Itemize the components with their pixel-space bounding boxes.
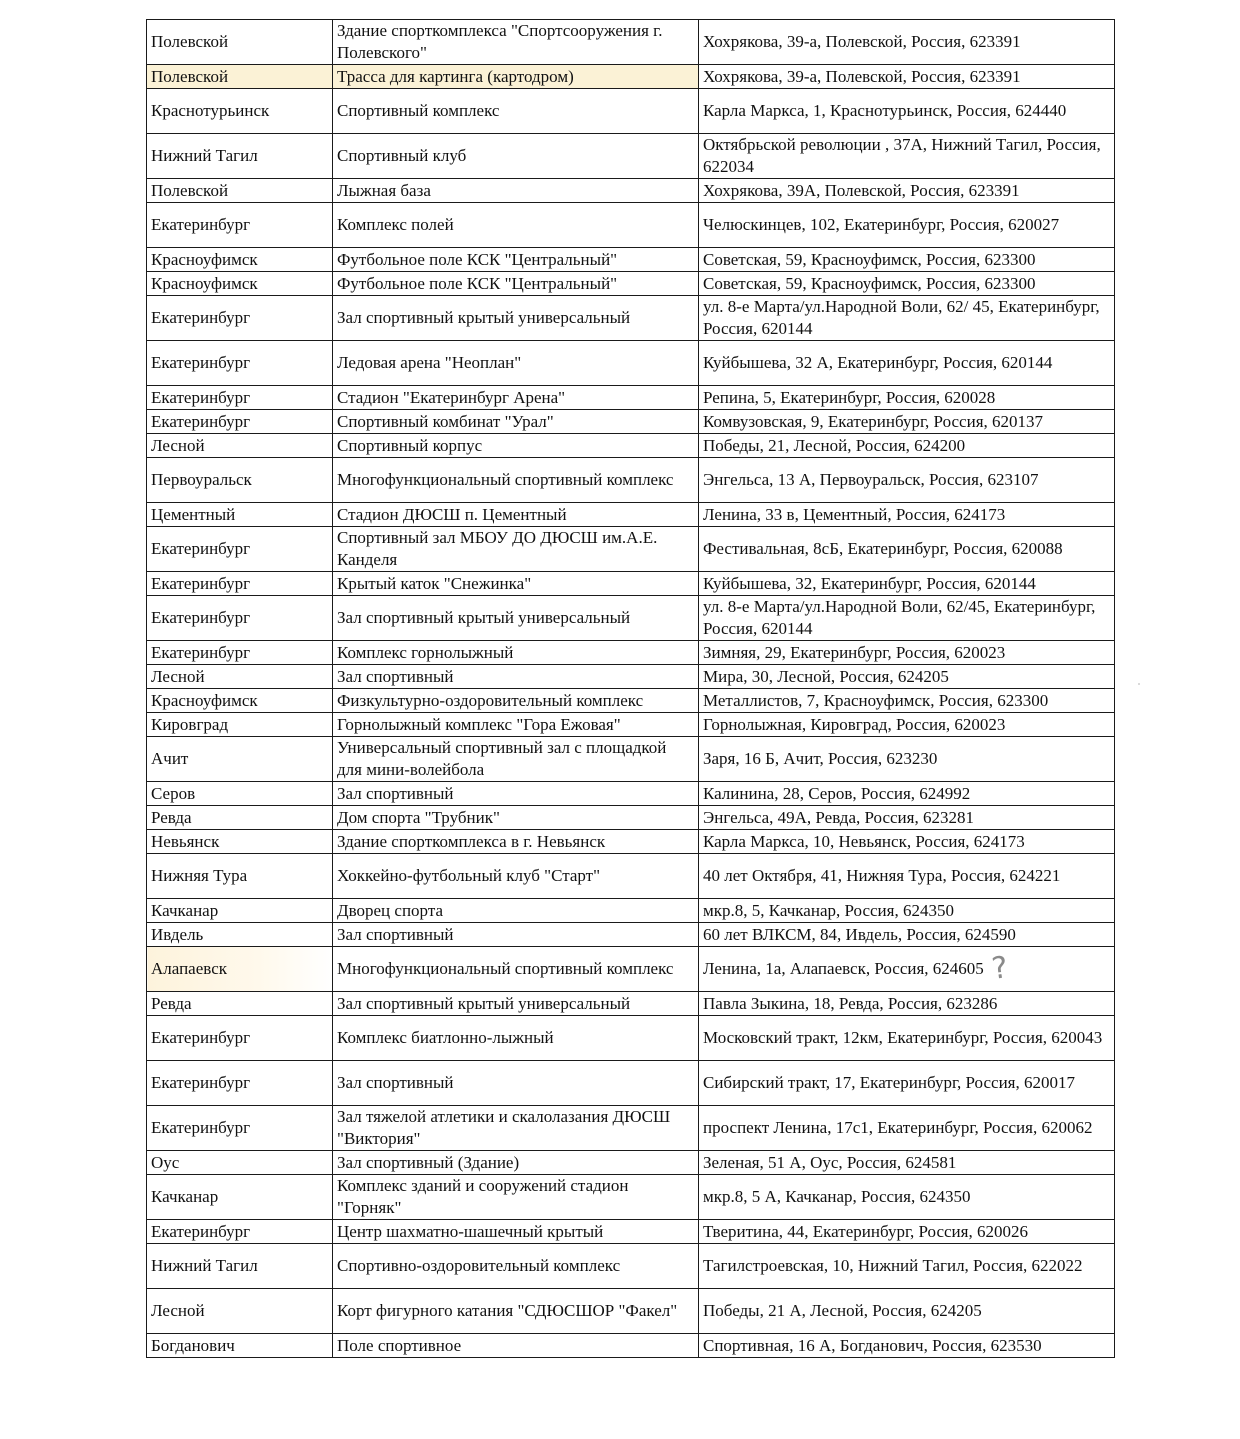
table-row <box>147 341 1115 386</box>
facility-name-cell-text: Поле спортивное <box>337 1335 462 1355</box>
address-cell <box>699 854 1115 899</box>
table-row <box>147 713 1115 737</box>
city-cell <box>147 1334 333 1358</box>
facility-name-cell-text: Зал спортивный крытый универсальный <box>337 993 631 1013</box>
city-cell <box>147 923 333 947</box>
table-row <box>147 641 1115 665</box>
table-row <box>147 20 1115 65</box>
city-cell <box>147 689 333 713</box>
address-cell-text: Спортивная, 16 А, Богданович, Россия, 623530 <box>703 1335 1042 1355</box>
facility-name-cell <box>333 203 699 248</box>
address-cell <box>699 179 1115 203</box>
city-cell-text: Алапаевск <box>151 959 228 978</box>
city-cell-text: Екатеринбург <box>151 539 251 558</box>
address-cell <box>699 203 1115 248</box>
city-cell-text: Екатеринбург <box>151 215 251 234</box>
facility-name-cell-text: Зал тяжелой атлетики и скалолазания ДЮСШ "Виктория" <box>337 1107 671 1148</box>
table-row <box>147 203 1115 248</box>
city-cell-text: Екатеринбург <box>151 573 251 593</box>
facility-name-cell <box>333 1061 699 1106</box>
city-cell-text: Лесной <box>151 435 205 455</box>
address-cell <box>699 1289 1115 1334</box>
facility-name-cell <box>333 458 699 503</box>
facility-name-cell <box>333 665 699 689</box>
address-cell-text: Победы, 21, Лесной, Россия, 624200 <box>703 435 966 455</box>
facility-name-cell <box>333 434 699 458</box>
address-cell-text: Победы, 21 А, Лесной, Россия, 624205 <box>703 1301 982 1320</box>
table-row <box>147 830 1115 854</box>
address-cell <box>699 641 1115 665</box>
facility-name-cell <box>333 1334 699 1358</box>
facility-name-cell <box>333 341 699 386</box>
facility-name-cell <box>333 410 699 434</box>
facility-name-cell-text: Спортивный комплекс <box>337 101 500 120</box>
city-cell <box>147 641 333 665</box>
city-cell <box>147 527 333 572</box>
table-row <box>147 1016 1115 1061</box>
address-cell-text: мкр.8, 5 А, Качканар, Россия, 624350 <box>703 1187 971 1206</box>
address-cell <box>699 992 1115 1016</box>
facility-name-cell <box>333 899 699 923</box>
address-cell-text: Зимняя, 29, Екатеринбург, Россия, 620023 <box>703 642 1006 662</box>
city-cell-text: Екатеринбург <box>151 308 251 327</box>
table-row <box>147 1220 1115 1244</box>
address-cell <box>699 737 1115 782</box>
address-cell <box>699 503 1115 527</box>
address-cell <box>699 65 1115 89</box>
facility-name-cell <box>333 854 699 899</box>
city-cell-text: Цементный <box>151 504 236 524</box>
address-cell-text: Заря, 16 Б, Ачит, Россия, 623230 <box>703 749 938 768</box>
address-cell <box>699 1334 1115 1358</box>
facility-name-cell-text: Комплекс биатлонно-лыжный <box>337 1028 554 1047</box>
facility-name-cell-text: Комплекс зданий и сооружений стадион "Горняк" <box>337 1176 629 1217</box>
city-cell-text: Первоуральск <box>151 470 252 489</box>
address-cell <box>699 572 1115 596</box>
table-row <box>147 1244 1115 1289</box>
address-cell-text: проспект Ленина, 17с1, Екатеринбург, Россия, 620062 <box>703 1118 1093 1137</box>
address-cell <box>699 272 1115 296</box>
city-cell <box>147 782 333 806</box>
address-cell <box>699 947 1115 992</box>
facility-name-cell-text: Футбольное поле КСК "Центральный" <box>337 249 618 269</box>
table-row <box>147 1289 1115 1334</box>
city-cell <box>147 179 333 203</box>
city-cell <box>147 665 333 689</box>
facility-name-cell-text: Ледовая арена "Неоплан" <box>337 353 522 372</box>
facility-name-cell <box>333 386 699 410</box>
city-cell-text: Красноуфимск <box>151 273 258 293</box>
city-cell-text: Ивдель <box>151 924 204 944</box>
facility-name-cell <box>333 89 699 134</box>
city-cell <box>147 1151 333 1175</box>
city-cell <box>147 248 333 272</box>
table-row <box>147 434 1115 458</box>
facility-name-cell-text: Лыжная база <box>337 180 431 200</box>
city-cell <box>147 806 333 830</box>
facility-name-cell <box>333 20 699 65</box>
city-cell-text: Красноуфимск <box>151 690 258 710</box>
city-cell-text: Ачит <box>151 749 189 768</box>
table-row <box>147 947 1115 992</box>
address-cell-text: Металлистов, 7, Красноуфимск, Россия, 623300 <box>703 690 1049 710</box>
facility-name-cell <box>333 572 699 596</box>
facility-name-cell <box>333 1106 699 1151</box>
table-row <box>147 689 1115 713</box>
city-cell <box>147 854 333 899</box>
facility-name-cell-text: Зал спортивный крытый универсальный <box>337 308 631 327</box>
address-cell <box>699 341 1115 386</box>
table-row <box>147 737 1115 782</box>
table-row <box>147 89 1115 134</box>
address-cell-text: Карла Маркса, 1, Краснотурьинск, Россия, 624440 <box>703 101 1067 120</box>
address-cell-text: Тагилстроевская, 10, Нижний Тагил, Россия, 622022 <box>703 1256 1083 1275</box>
table-row <box>147 410 1115 434</box>
address-cell-text: Горнолыжная, Кировград, Россия, 620023 <box>703 714 1006 734</box>
facilities-table-body <box>147 20 1115 1358</box>
table-row <box>147 899 1115 923</box>
address-cell-text: Энгельса, 49А, Ревда, Россия, 623281 <box>703 807 974 827</box>
table-row <box>147 806 1115 830</box>
city-cell-text: Екатеринбург <box>151 1073 251 1092</box>
address-cell-text: Советская, 59, Красноуфимск, Россия, 623300 <box>703 249 1036 269</box>
city-cell-text: Оус <box>151 1152 180 1172</box>
address-cell-text: Павла Зыкина, 18, Ревда, Россия, 623286 <box>703 993 998 1013</box>
address-cell-text: Мира, 30, Лесной, Россия, 624205 <box>703 666 949 686</box>
city-cell <box>147 434 333 458</box>
table-row <box>147 854 1115 899</box>
city-cell-text: Качканар <box>151 1187 219 1206</box>
table-row <box>147 572 1115 596</box>
facility-name-cell <box>333 947 699 992</box>
facility-name-cell <box>333 1220 699 1244</box>
address-cell-text: Хохрякова, 39А, Полевской, Россия, 623391 <box>703 180 1020 200</box>
facility-name-cell-text: Корт фигурного катания "СДЮСШОР "Факел" <box>337 1301 678 1320</box>
facility-name-cell <box>333 1289 699 1334</box>
table-row <box>147 248 1115 272</box>
facility-name-cell-text: Многофункциональный спортивный комплекс <box>337 470 674 489</box>
city-cell <box>147 296 333 341</box>
city-cell <box>147 596 333 641</box>
address-cell-text: Ленина, 33 в, Цементный, Россия, 624173 <box>703 504 1006 524</box>
city-cell <box>147 572 333 596</box>
address-cell <box>699 1016 1115 1061</box>
facility-name-cell <box>333 296 699 341</box>
city-cell <box>147 899 333 923</box>
city-cell-text: Кировград <box>151 714 229 734</box>
facility-name-cell-text: Спортивно-оздоровительный комплекс <box>337 1256 621 1275</box>
address-cell-text: Хохрякова, 39-а, Полевской, Россия, 623391 <box>703 66 1021 86</box>
city-cell-text: Серов <box>151 783 196 803</box>
city-cell-text: Екатеринбург <box>151 353 251 372</box>
city-cell <box>147 458 333 503</box>
facility-name-cell-text: Спортивный корпус <box>337 435 483 455</box>
facility-name-cell <box>333 503 699 527</box>
city-cell-text: Екатеринбург <box>151 608 251 627</box>
city-cell-text: Красноуфимск <box>151 249 258 269</box>
city-cell-text: Богданович <box>151 1335 235 1355</box>
address-cell-text: Репина, 5, Екатеринбург, Россия, 620028 <box>703 387 996 407</box>
city-cell <box>147 134 333 179</box>
address-cell <box>699 527 1115 572</box>
table-row <box>147 296 1115 341</box>
address-cell <box>699 1151 1115 1175</box>
facility-name-cell-text: Трасса для картинга (картодром) <box>337 66 574 86</box>
city-cell <box>147 737 333 782</box>
address-cell-text: Куйбышева, 32, Екатеринбург, Россия, 620144 <box>703 573 1036 593</box>
address-cell-text: 60 лет ВЛКСМ, 84, Ивдель, Россия, 624590 <box>703 924 1016 944</box>
table-row <box>147 65 1115 89</box>
facility-name-cell-text: Зал спортивный <box>337 924 454 944</box>
address-cell <box>699 689 1115 713</box>
table-row <box>147 386 1115 410</box>
facility-name-cell-text: Хоккейно-футбольный клуб "Старт" <box>337 866 601 885</box>
address-cell <box>699 830 1115 854</box>
city-cell <box>147 1016 333 1061</box>
facility-name-cell-text: Зал спортивный <box>337 1073 454 1092</box>
address-cell <box>699 899 1115 923</box>
address-cell <box>699 89 1115 134</box>
handwritten-question-mark: ? <box>989 950 1011 987</box>
city-cell <box>147 1106 333 1151</box>
address-cell-text: 40 лет Октября, 41, Нижняя Тура, Россия, 624221 <box>703 866 1061 885</box>
address-cell <box>699 386 1115 410</box>
document-page <box>146 19 1114 1358</box>
facility-name-cell <box>333 248 699 272</box>
table-row <box>147 1061 1115 1106</box>
facility-name-cell <box>333 782 699 806</box>
address-cell-text: Комвузовская, 9, Екатеринбург, Россия, 620137 <box>703 411 1044 431</box>
table-row <box>147 503 1115 527</box>
city-cell-text: Екатеринбург <box>151 1221 251 1241</box>
city-cell-text: Полевской <box>151 32 229 51</box>
city-cell <box>147 1289 333 1334</box>
facility-name-cell <box>333 596 699 641</box>
table-row <box>147 272 1115 296</box>
facility-name-cell <box>333 713 699 737</box>
facility-name-cell-text: Здание спорткомплекса "Спортсооружения г. Полевского" <box>337 21 663 62</box>
facility-name-cell <box>333 806 699 830</box>
address-cell <box>699 410 1115 434</box>
city-cell-text: Полевской <box>151 66 229 86</box>
city-cell-text: Невьянск <box>151 831 220 851</box>
address-cell <box>699 434 1115 458</box>
address-cell-text: ул. 8-е Марта/ул.Народной Воли, 62/45, Екатеринбург, Россия, 620144 <box>703 597 1096 638</box>
address-cell <box>699 1175 1115 1220</box>
city-cell <box>147 410 333 434</box>
facility-name-cell-text: Стадион ДЮСШ п. Цементный <box>337 504 567 524</box>
city-cell-text: Екатеринбург <box>151 642 251 662</box>
city-cell-text: Лесной <box>151 666 205 686</box>
city-cell <box>147 272 333 296</box>
address-cell-text: Зеленая, 51 А, Оус, Россия, 624581 <box>703 1152 957 1172</box>
facility-name-cell-text: Центр шахматно-шашечный крытый <box>337 1221 604 1241</box>
address-cell <box>699 665 1115 689</box>
address-cell <box>699 20 1115 65</box>
address-cell <box>699 1220 1115 1244</box>
city-cell-text: Полевской <box>151 180 229 200</box>
facility-name-cell <box>333 992 699 1016</box>
city-cell-text: Нижний Тагил <box>151 1256 258 1275</box>
city-cell <box>147 341 333 386</box>
city-cell-text: Екатеринбург <box>151 1028 251 1047</box>
city-cell <box>147 713 333 737</box>
city-cell <box>147 65 333 89</box>
city-cell <box>147 830 333 854</box>
city-cell <box>147 89 333 134</box>
city-cell <box>147 503 333 527</box>
city-cell-text: Ревда <box>151 807 192 827</box>
city-cell <box>147 386 333 410</box>
address-cell-text: Советская, 59, Красноуфимск, Россия, 623300 <box>703 273 1036 293</box>
address-cell <box>699 806 1115 830</box>
facility-name-cell-text: Спортивный комбинат "Урал" <box>337 411 554 431</box>
facility-name-cell-text: Комплекс горнолыжный <box>337 642 514 662</box>
address-cell-text: Хохрякова, 39-а, Полевской, Россия, 623391 <box>703 32 1021 51</box>
facility-name-cell-text: Спортивный клуб <box>337 146 467 165</box>
table-row <box>147 179 1115 203</box>
table-row <box>147 1106 1115 1151</box>
address-cell <box>699 458 1115 503</box>
facility-name-cell-text: Здание спорткомплекса в г. Невьянск <box>337 831 606 851</box>
city-cell-text: Качканар <box>151 900 219 920</box>
address-cell-text: Тверитина, 44, Екатеринбург, Россия, 620026 <box>703 1221 1028 1241</box>
address-cell-text: Фестивальная, 8сБ, Екатеринбург, Россия, 620088 <box>703 539 1063 558</box>
facility-name-cell-text: Горнолыжный комплекс "Гора Ежовая" <box>337 714 621 734</box>
facility-name-cell-text: Футбольное поле КСК "Центральный" <box>337 273 618 293</box>
facility-name-cell-text: Комплекс полей <box>337 215 454 234</box>
address-cell <box>699 1061 1115 1106</box>
facility-name-cell-text: Универсальный спортивный зал с площадкой для мини-волейбола <box>337 738 667 779</box>
address-cell <box>699 923 1115 947</box>
address-cell-text: Московский тракт, 12км, Екатеринбург, Россия, 620043 <box>703 1028 1103 1047</box>
facility-name-cell <box>333 134 699 179</box>
table-row <box>147 527 1115 572</box>
city-cell-text: Краснотурьинск <box>151 101 270 120</box>
facility-name-cell-text: Крытый каток "Снежинка" <box>337 573 532 593</box>
city-cell-text: Екатеринбург <box>151 387 251 407</box>
address-cell <box>699 782 1115 806</box>
facility-name-cell-text: Зал спортивный <box>337 666 454 686</box>
table-row <box>147 1175 1115 1220</box>
table-row <box>147 782 1115 806</box>
city-cell-text: Нижний Тагил <box>151 146 258 165</box>
city-cell-text: Ревда <box>151 993 192 1013</box>
address-cell-text: Сибирский тракт, 17, Екатеринбург, Россия, 620017 <box>703 1073 1075 1092</box>
facility-name-cell <box>333 1151 699 1175</box>
facility-name-cell-text: Многофункциональный спортивный комплекс <box>337 959 674 978</box>
address-cell-text: Куйбышева, 32 А, Екатеринбург, Россия, 620144 <box>703 353 1053 372</box>
city-cell <box>147 1244 333 1289</box>
address-cell <box>699 596 1115 641</box>
facility-name-cell <box>333 830 699 854</box>
address-cell-text: Челюскинцев, 102, Екатеринбург, Россия, 620027 <box>703 215 1060 234</box>
table-row <box>147 992 1115 1016</box>
address-cell-text: Энгельса, 13 А, Первоуральск, Россия, 623107 <box>703 470 1039 489</box>
city-cell <box>147 1220 333 1244</box>
address-cell <box>699 296 1115 341</box>
facility-name-cell <box>333 527 699 572</box>
address-cell <box>699 713 1115 737</box>
facility-name-cell <box>333 641 699 665</box>
address-cell-text: ул. 8-е Марта/ул.Народной Воли, 62/ 45, Екатеринбург, Россия, 620144 <box>703 297 1100 338</box>
address-cell-text: Карла Маркса, 10, Невьянск, Россия, 624173 <box>703 831 1025 851</box>
facility-name-cell <box>333 923 699 947</box>
table-row <box>147 1334 1115 1358</box>
facility-name-cell-text: Зал спортивный (Здание) <box>337 1152 520 1172</box>
table-row <box>147 458 1115 503</box>
facility-name-cell <box>333 689 699 713</box>
city-cell <box>147 992 333 1016</box>
facility-name-cell <box>333 1175 699 1220</box>
address-cell-text: Октябрьской революции , 37А, Нижний Тагил, Россия, 622034 <box>703 135 1101 176</box>
city-cell <box>147 947 333 992</box>
facility-name-cell-text: Спортивный зал МБОУ ДО ДЮСШ им.А.Е. Канделя <box>337 528 658 569</box>
table-row <box>147 596 1115 641</box>
facility-name-cell-text: Дом спорта "Трубник" <box>337 807 500 827</box>
address-cell <box>699 248 1115 272</box>
facility-name-cell <box>333 737 699 782</box>
table-row <box>147 1151 1115 1175</box>
city-cell <box>147 20 333 65</box>
facility-name-cell <box>333 65 699 89</box>
city-cell-text: Нижняя Тура <box>151 866 248 885</box>
table-row <box>147 134 1115 179</box>
city-cell-text: Екатеринбург <box>151 1118 251 1137</box>
facility-name-cell <box>333 179 699 203</box>
facility-name-cell-text: Зал спортивный <box>337 783 454 803</box>
address-cell-text: Калинина, 28, Серов, Россия, 624992 <box>703 783 971 803</box>
facilities-table <box>146 19 1115 1358</box>
address-cell <box>699 1244 1115 1289</box>
scan-speck <box>1138 683 1140 685</box>
table-row <box>147 665 1115 689</box>
address-cell-text: мкр.8, 5, Качканар, Россия, 624350 <box>703 900 954 920</box>
city-cell <box>147 203 333 248</box>
facility-name-cell-text: Физкультурно-оздоровительный комплекс <box>337 690 644 710</box>
facility-name-cell <box>333 1244 699 1289</box>
facility-name-cell-text: Зал спортивный крытый универсальный <box>337 608 631 627</box>
city-cell <box>147 1061 333 1106</box>
city-cell <box>147 1175 333 1220</box>
facility-name-cell-text: Стадион "Екатеринбург Арена" <box>337 387 566 407</box>
city-cell-text: Екатеринбург <box>151 411 251 431</box>
address-cell <box>699 1106 1115 1151</box>
table-row <box>147 923 1115 947</box>
city-cell-text: Лесной <box>151 1301 205 1320</box>
address-cell <box>699 134 1115 179</box>
facility-name-cell-text: Дворец спорта <box>337 900 444 920</box>
address-cell-text: Ленина, 1а, Алапаевск, Россия, 624605 <box>703 959 984 978</box>
facility-name-cell <box>333 1016 699 1061</box>
facility-name-cell <box>333 272 699 296</box>
